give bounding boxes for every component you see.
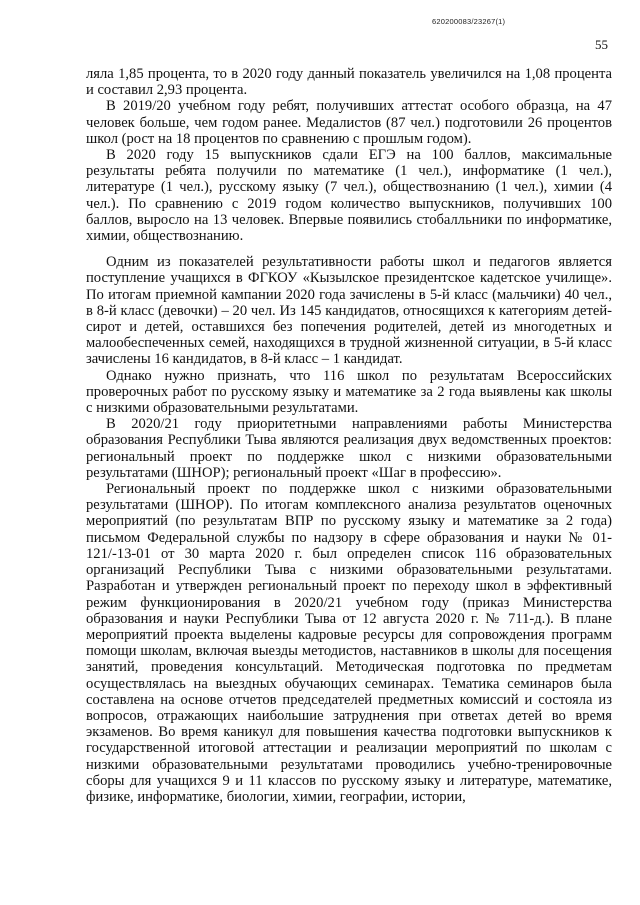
- paragraph-ege-results: В 2020 году 15 выпускников сдали ЕГЭ на 100 баллов, максимальные результаты ребята получили по математике (1 чел.), информатике (1 чел.), литературе (1 чел.), русскому языку (7 чел.), обществознанию (1 чел.), химии (4 чел.). По сравнению с 2019 годом количество выпускников, получивших 100 баллов, выросло на 13 человек. Впервые появились стобалльники по информатике, химии, обществознанию.: [86, 147, 612, 245]
- paragraph-priorities: В 2020/21 году приоритетными направлениями работы Министерства образования Республики Тыва являются реализация двух ведомственных проектов: региональный проект по поддержке школ с низкими образовательными результатами (ШНОР); региональный проект «Шаг в профессию».: [86, 416, 612, 481]
- document-id: 620200083/23267(1): [432, 17, 506, 26]
- paragraph-vpr-results: Однако нужно признать, что 116 школ по результатам Всероссийских проверочных работ по русскому языку и математике за 2 года выявлены как школы с низкими образовательными результатами.: [86, 367, 612, 417]
- page-number: 55: [595, 37, 608, 52]
- paragraph-continuation: ляла 1,85 процента, то в 2020 году данный показатель увеличился на 1,08 процента и составил 2,93 процента.: [86, 66, 612, 99]
- body-text: [86, 66, 612, 805]
- paragraph-cadet-school: Одним из показателей результативности работы школ и педагогов является поступление учащихся в ФГКОУ «Кызылское президентское кадетское училище». По итогам приемной кампании 2020 года зачислены в 5-й класс (мальчики) 40 чел., в 8-й класс (девочки) – 20 чел. Из 145 кандидатов, относящихся к категориям детей-сирот и детей, оставшихся без попечения родителей, детей из многодетных и малообеспеченных семей, находящихся в трудной жизненной ситуации, в 5-й класс зачислены 16 кандидатов, в 8-й класс – 1 кандидат.: [86, 254, 612, 368]
- paragraph-shnor-project: Региональный проект по поддержке школ с низкими образовательными результатами (ШНОР). По итогам комплексного анализа результатов оценочных мероприятий (по результатам ВПР по русскому языку и математике за 2 года) письмом Федеральной службы по надзору в сфере образования и науки № 01-121/-13-01 от 30 марта 2020 г. был определен список 116 образовательных организаций Республики Тыва с низкими образовательными результатами. Разработан и утвержден региональный проект по переходу школ в эффективный режим функционирования в 2020/21 учебном году (приказ Министерства образования и науки Республики Тыва от 12 августа 2020 г. № 711-д.). В плане мероприятий проекта выделены кадровые ресурсы для сопровождения программ помощи школам, включая выезды методистов, наставников в школы для посещения занятий, проведения консультаций. Методическая подготовка по предметам осуществлялась на выездных обучающих семинарах. Тематика семинаров была составлена на основе отчетов председателей предметных комиссий и состояла из вопросов, отражающих наибольшие затруднения при ответах детей во время экзаменов. Во время каникул для повышения качества подготовки выпускников к государственной итоговой аттестации и реализации мероприятий по школам с низкими образовательными результатами проводились учебно-тренировочные сборы для учащихся 9 и 11 классов по русскому языку и литературе, математике, физике, информатике, биологии, химии, географии, истории,: [86, 481, 612, 805]
- paragraph-certificates: В 2019/20 учебном году ребят, получивших аттестат особого образца, на 47 человек больше, чем годом ранее. Медалистов (87 чел.) подготовили 26 процентов школ (рост на 18 процентов по сравнению с прошлым годом).: [86, 98, 612, 147]
